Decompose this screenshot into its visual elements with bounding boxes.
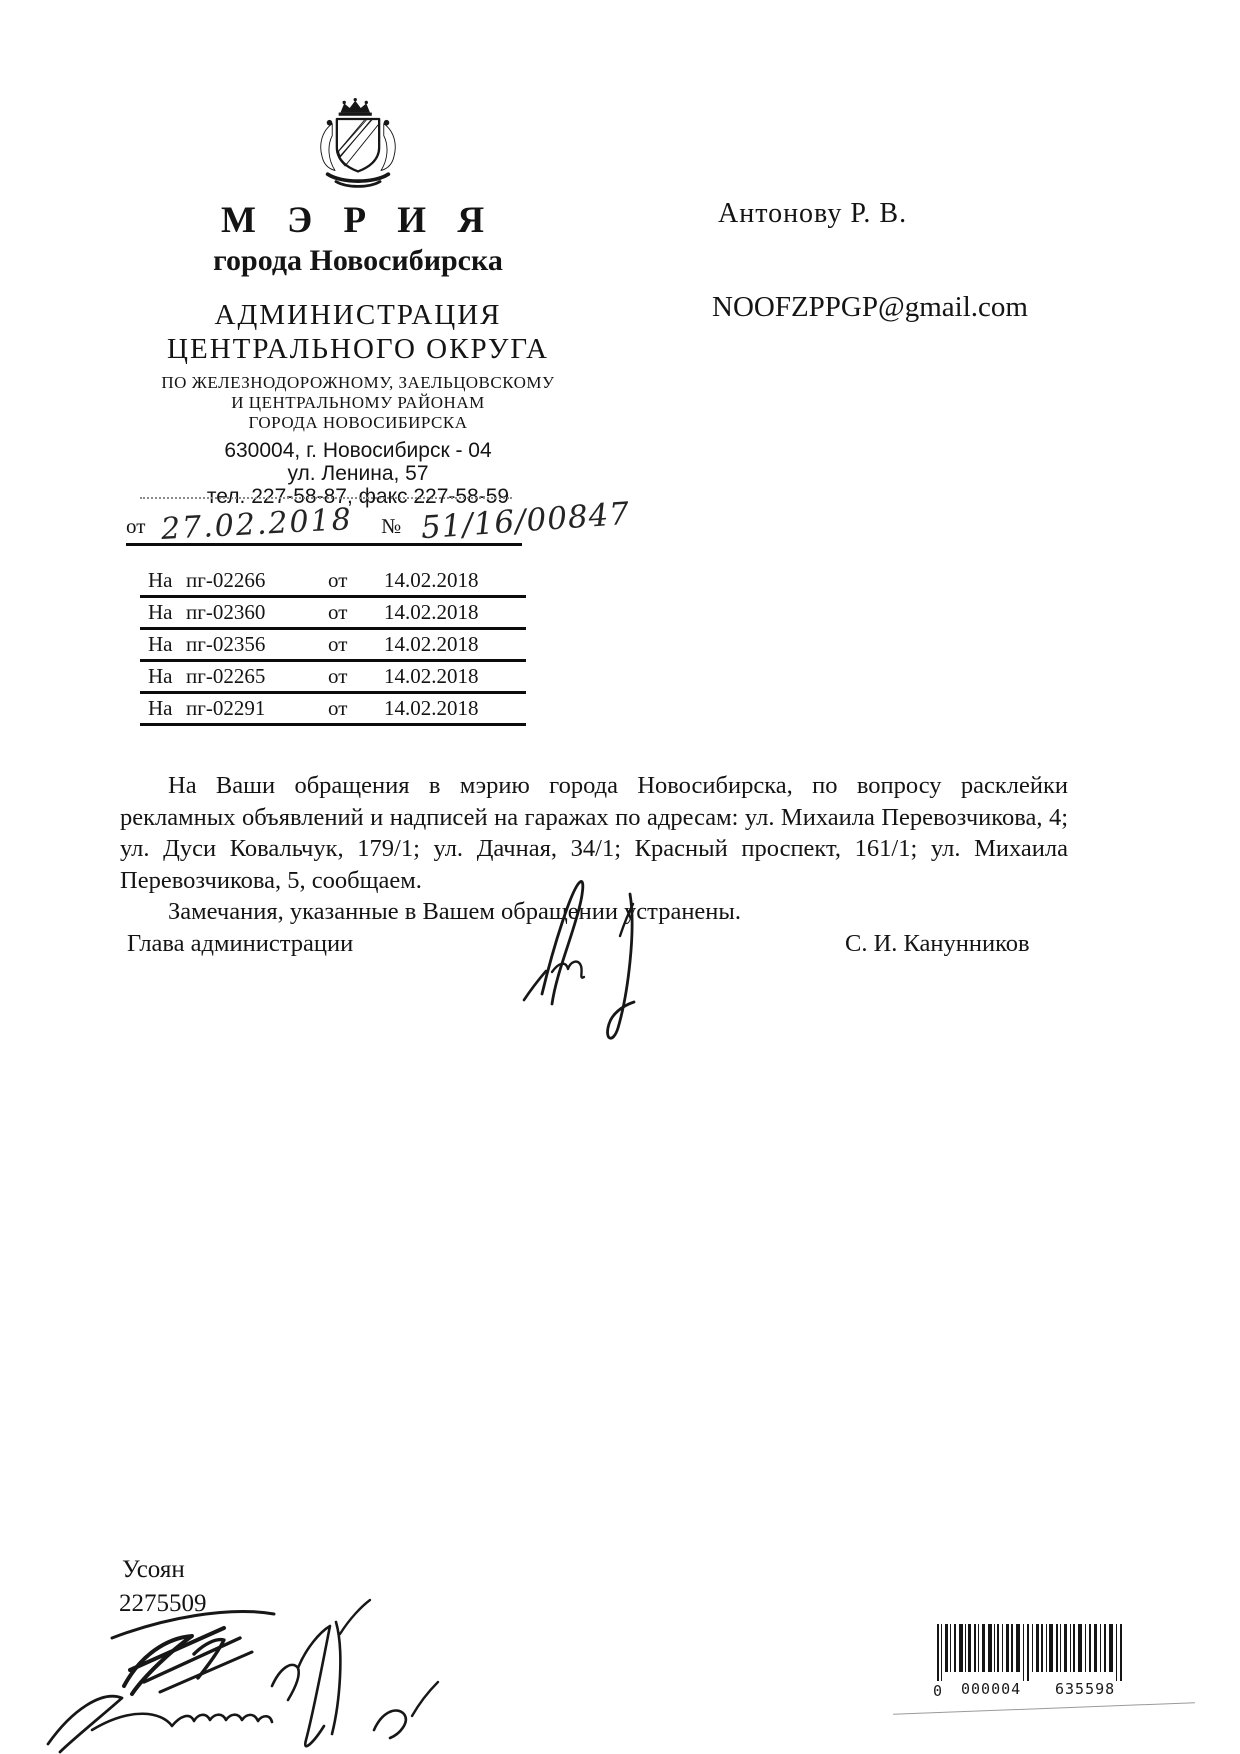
reference-row [140, 694, 526, 726]
ref-number: пг-02266 [186, 568, 266, 592]
body-paragraph-1: На Ваши обращения в мэрию города Новосибирска, по вопросу расклейки рекламных объявлений и надписей на гаражах по адресам: ул. Михаила Перевозчикова, 4; ул. Дуси Ковальчук, 179/1; ул. Дачная, 34/1; Красный проспект, 161/1; ул. Михаила Перевозчикова, 5, сообщаем. [120, 772, 1068, 894]
ref-na-label: На [148, 696, 173, 720]
ref-date: 14.02.2018 [384, 600, 479, 624]
ref-date: 14.02.2018 [384, 568, 479, 592]
ref-na-label: На [148, 600, 173, 624]
admin-line-2: ЦЕНТРАЛЬНОГО ОКРУГА [167, 333, 549, 365]
barcode-digits [931, 1680, 1135, 1698]
barcode-digits-mid: 000004 [961, 1680, 1022, 1698]
ref-number: пг-02291 [186, 696, 266, 720]
barcode-digit-left: 0 [933, 1682, 943, 1700]
org-postal-address: 630004, г. Новосибирск - 04 [224, 439, 492, 462]
handwritten-signature-cluster-icon [44, 1594, 474, 1754]
reference-row [140, 566, 526, 598]
ref-ot-label: от [328, 664, 348, 688]
admin-line-1: АДМИНИСТРАЦИЯ [214, 299, 502, 331]
ref-na-label: На [148, 632, 173, 656]
body-paragraph-2: Замечания, указанные в Вашем обращении устранены. [168, 898, 741, 925]
ref-ot-label: от [328, 632, 348, 656]
ref-number: пг-02265 [186, 664, 266, 688]
ref-date: 14.02.2018 [384, 632, 479, 656]
org-city: города Новосибирска [213, 244, 503, 277]
ref-ot-label: от [328, 696, 348, 720]
scan-artifact-line [893, 1702, 1195, 1715]
recipient-email: NOOFZPPGP@gmail.com [712, 291, 1028, 323]
ref-date: 14.02.2018 [384, 696, 479, 720]
dotted-separator [140, 497, 512, 499]
reference-row [140, 662, 526, 694]
outgoing-date-handwritten: 27.02.2018 [160, 502, 354, 547]
reference-row [140, 630, 526, 662]
incoming-references-table [140, 566, 526, 726]
outgoing-number-handwritten: 51/16/00847 [420, 495, 632, 547]
barcode-digits-right: 635598 [1055, 1680, 1116, 1698]
ref-date: 14.02.2018 [384, 664, 479, 688]
outgoing-from-label: от [126, 514, 146, 538]
admin-line-5: ГОРОДА НОВОСИБИРСКА [248, 413, 468, 432]
ref-number: пг-02356 [186, 632, 266, 656]
admin-line-3: ПО ЖЕЛЕЗНОДОРОЖНОМУ, ЗАЕЛЬЦОВСКОМУ [161, 373, 555, 392]
ref-na-label: На [148, 664, 173, 688]
executor-name: Усоян [122, 1556, 185, 1583]
novosibirsk-coat-of-arms-icon [310, 96, 406, 188]
org-name: М Э Р И Я [220, 200, 496, 241]
outgoing-number-sign: № [381, 514, 402, 538]
executor-phone: 2275509 [119, 1590, 207, 1617]
ref-na-label: На [148, 568, 173, 592]
signatory-title: Глава администрации [127, 930, 354, 957]
org-header [118, 96, 598, 508]
reference-row [140, 598, 526, 630]
admin-line-4: И ЦЕНТРАЛЬНОМУ РАЙОНАМ [231, 393, 485, 412]
org-phone-fax: тел. 227-58-87, факс 227-58-59 [206, 485, 510, 508]
ref-ot-label: от [328, 568, 348, 592]
org-street-address: ул. Ленина, 57 [287, 462, 429, 485]
recipient-name: Антонову Р. В. [718, 198, 908, 229]
document-barcode [931, 1624, 1135, 1700]
ref-number: пг-02360 [186, 600, 266, 624]
handwritten-signature-icon [512, 872, 682, 1042]
signatory-name: С. И. Канунников [845, 930, 1030, 957]
ref-ot-label: от [328, 600, 348, 624]
